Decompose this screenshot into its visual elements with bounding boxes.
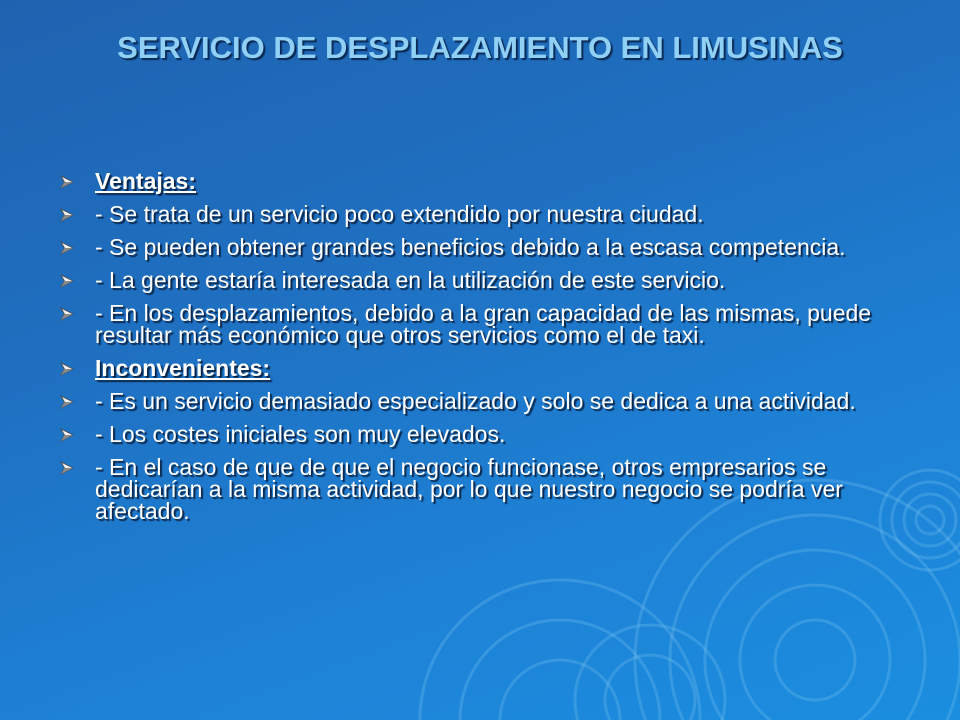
section-heading [60,357,910,379]
slide-title: SERVICIO DE DESPLAZAMIENTO EN LIMUSINAS [117,30,843,65]
bullet-item [60,236,910,258]
bullet-text: - En los desplazamientos, debido a la gran capacidad de las mismas, puede resultar más económico que otros servicios como el de taxi. [95,300,872,348]
bullet-text: - La gente estaría interesada en la utilización de este servicio. [95,267,726,293]
arrow-bullet-icon [60,461,74,475]
bullet-item [60,390,910,412]
bullet-text: - Es un servicio demasiado especializado y solo se dedica a una actividad. [95,388,856,414]
arrow-bullet-icon [60,241,74,255]
bullet-text: - Se trata de un servicio poco extendido por nuestra ciudad. [95,201,704,227]
bullet-list [60,170,910,533]
arrow-bullet-icon [60,362,74,376]
arrow-bullet-icon [60,175,74,189]
bullet-text: - En el caso de que de que el negocio funcionase, otros empresarios se dedicarían a la misma actividad, por lo que nuestro negocio se podría ver afectado. [95,454,843,524]
arrow-bullet-icon [60,208,74,222]
bullet-item [60,456,910,522]
section-heading-text: Ventajas: [95,168,196,194]
bullet-item [60,203,910,225]
arrow-bullet-icon [60,307,74,321]
section-heading-text: Inconvenientes: [95,355,271,381]
bullet-item [60,302,910,346]
section-heading [60,170,910,192]
arrow-bullet-icon [60,428,74,442]
arrow-bullet-icon [60,274,74,288]
bullet-text: - Se pueden obtener grandes beneficios debido a la escasa competencia. [95,234,846,260]
arrow-bullet-icon [60,395,74,409]
bullet-item [60,269,910,291]
bullet-text: - Los costes iniciales son muy elevados. [95,421,506,447]
bullet-item [60,423,910,445]
